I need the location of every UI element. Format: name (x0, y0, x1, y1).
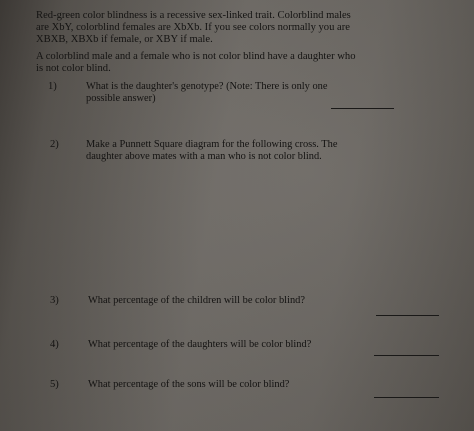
question-text-line-1: What percentage of the sons will be color blind? (88, 379, 290, 390)
scenario-line-1: A colorblind male and a female who is not color blind have a daughter who (36, 51, 356, 62)
question-text-line-1: What is the daughter's genotype? (Note: There is only one (86, 81, 328, 92)
punnett-square-work-area[interactable] (86, 168, 426, 288)
question-text-line-2: possible answer) (86, 93, 156, 104)
intro-line-2: are XbY, colorblind females are XbXb. If you see colors normally you are (36, 22, 350, 33)
answer-blank-3[interactable] (376, 315, 439, 316)
question-number: 3) (50, 295, 59, 306)
question-number: 4) (50, 339, 59, 350)
intro-line-1: Red-green color blindness is a recessive sex-linked trait. Colorblind males (36, 10, 351, 21)
question-number: 1) (48, 81, 57, 92)
intro-line-3: XBXB, XBXb if female, or XBY if male. (36, 34, 213, 45)
answer-blank-4[interactable] (374, 355, 439, 356)
question-text-line-1: What percentage of the children will be color blind? (88, 295, 305, 306)
question-text-line-2: daughter above mates with a man who is not color blind. (86, 151, 322, 162)
question-number: 5) (50, 379, 59, 390)
answer-blank-1[interactable] (331, 108, 394, 109)
question-number: 2) (50, 139, 59, 150)
question-text-line-1: What percentage of the daughters will be color blind? (88, 339, 312, 350)
answer-blank-5[interactable] (374, 397, 439, 398)
scenario-line-2: is not color blind. (36, 63, 111, 74)
question-text-line-1: Make a Punnett Square diagram for the following cross. The (86, 139, 338, 150)
